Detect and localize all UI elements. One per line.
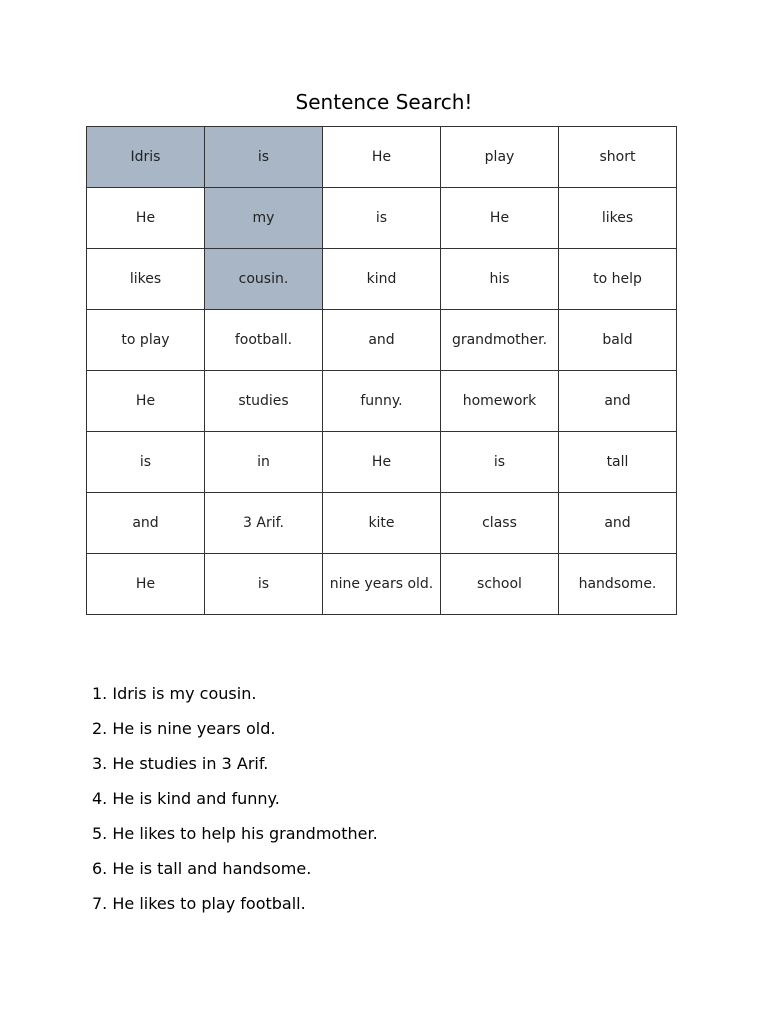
sentence-item: 7. He likes to play football. (92, 894, 306, 913)
grid-cell[interactable]: He (87, 371, 205, 432)
grid-row (87, 554, 677, 615)
grid-cell[interactable]: short (559, 127, 677, 188)
word-grid (86, 126, 677, 615)
sentence-item: 4. He is kind and funny. (92, 789, 280, 808)
grid-cell[interactable]: He (441, 188, 559, 249)
page-title: Sentence Search! (295, 90, 473, 114)
grid-cell[interactable]: is (87, 432, 205, 493)
sentence-list (92, 676, 378, 921)
grid-row (87, 310, 677, 371)
grid-row (87, 188, 677, 249)
grid-row (87, 432, 677, 493)
grid-cell-highlighted[interactable]: cousin. (205, 249, 323, 310)
grid-cell[interactable]: football. (205, 310, 323, 371)
grid-cell[interactable]: bald (559, 310, 677, 371)
grid-cell[interactable]: likes (87, 249, 205, 310)
grid-cell[interactable]: and (87, 493, 205, 554)
grid-cell[interactable]: He (87, 188, 205, 249)
grid-cell[interactable]: kite (323, 493, 441, 554)
grid-cell[interactable]: and (559, 493, 677, 554)
grid-cell[interactable]: nine years old. (323, 554, 441, 615)
grid-cell[interactable]: likes (559, 188, 677, 249)
grid-row (87, 371, 677, 432)
grid-cell[interactable]: He (323, 432, 441, 493)
grid-cell[interactable]: handsome. (559, 554, 677, 615)
grid-cell[interactable]: He (323, 127, 441, 188)
grid-cell[interactable]: studies (205, 371, 323, 432)
grid-cell[interactable]: homework (441, 371, 559, 432)
grid-row (87, 249, 677, 310)
grid-cell[interactable]: funny. (323, 371, 441, 432)
grid-cell[interactable]: to help (559, 249, 677, 310)
grid-cell[interactable]: 3 Arif. (205, 493, 323, 554)
grid-cell-highlighted[interactable]: Idris (87, 127, 205, 188)
sentence-item: 1. Idris is my cousin. (92, 684, 257, 703)
grid-cell[interactable]: kind (323, 249, 441, 310)
grid-cell[interactable]: grandmother. (441, 310, 559, 371)
grid-cell[interactable]: school (441, 554, 559, 615)
grid-cell[interactable]: is (441, 432, 559, 493)
grid-cell-highlighted[interactable]: is (205, 127, 323, 188)
grid-cell[interactable]: his (441, 249, 559, 310)
grid-cell[interactable]: and (323, 310, 441, 371)
grid-cell[interactable]: is (205, 554, 323, 615)
sentence-item: 6. He is tall and handsome. (92, 859, 312, 878)
grid-cell[interactable]: He (87, 554, 205, 615)
grid-cell[interactable]: play (441, 127, 559, 188)
sentence-item: 5. He likes to help his grandmother. (92, 824, 378, 843)
grid-cell[interactable]: class (441, 493, 559, 554)
sentence-item: 2. He is nine years old. (92, 719, 276, 738)
grid-row (87, 493, 677, 554)
grid-row (87, 127, 677, 188)
grid-cell[interactable]: to play (87, 310, 205, 371)
grid-cell-highlighted[interactable]: my (205, 188, 323, 249)
grid-cell[interactable]: and (559, 371, 677, 432)
grid-cell[interactable]: tall (559, 432, 677, 493)
grid-cell[interactable]: is (323, 188, 441, 249)
grid-cell[interactable]: in (205, 432, 323, 493)
sentence-item: 3. He studies in 3 Arif. (92, 754, 269, 773)
